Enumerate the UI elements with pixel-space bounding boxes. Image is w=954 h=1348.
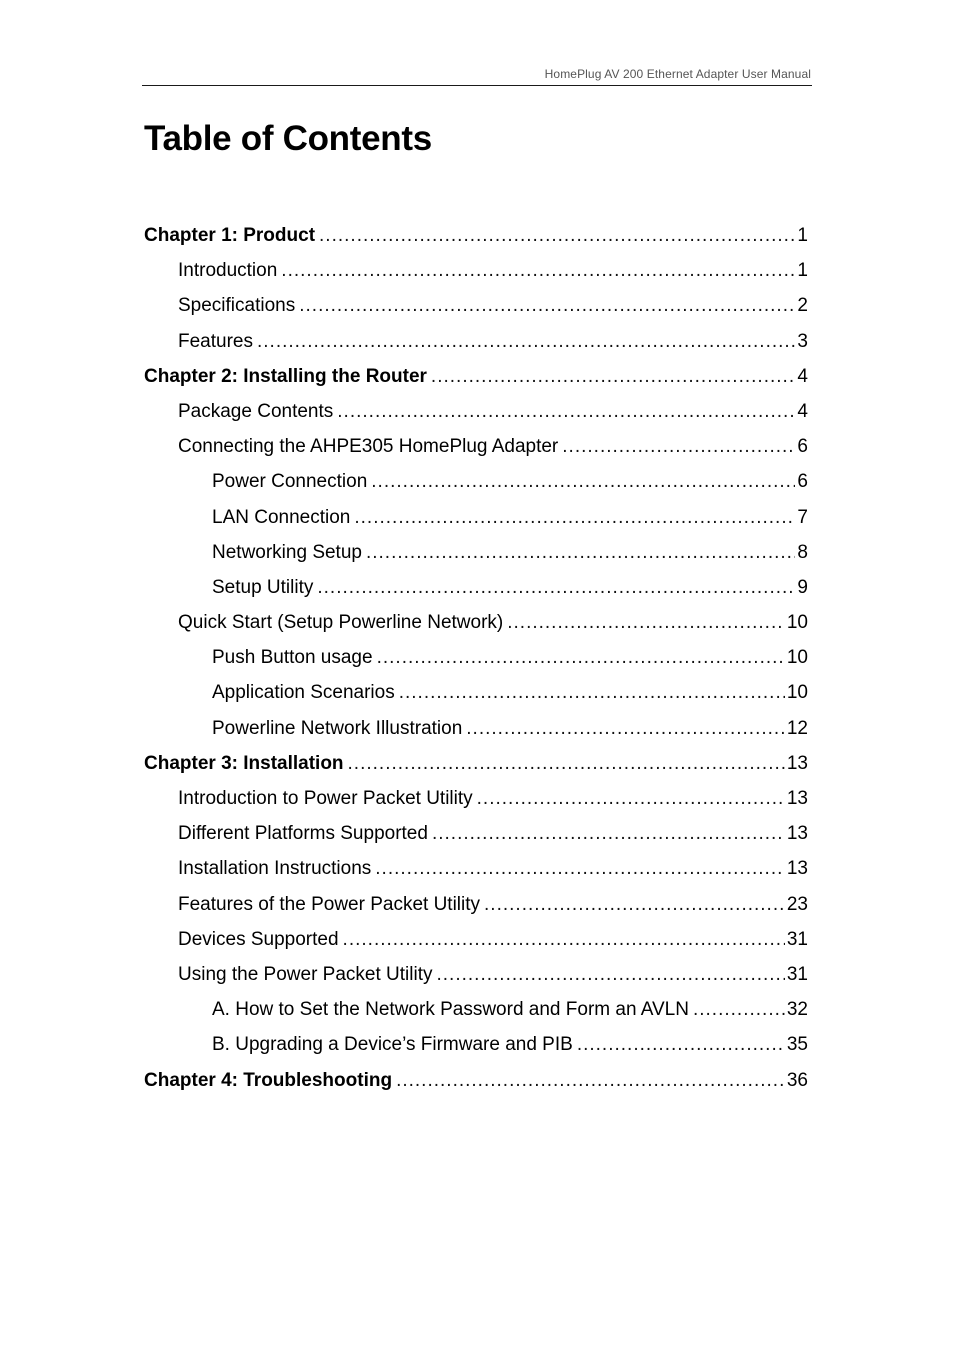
toc-dot-leader <box>693 992 785 1027</box>
toc-dot-leader <box>437 957 785 992</box>
toc-page-number: 4 <box>797 365 808 387</box>
toc-page-number: 13 <box>786 858 808 880</box>
toc-entry-title: LAN Connection <box>212 506 351 528</box>
toc-entry-features[interactable] <box>144 324 814 359</box>
toc-dot-leader <box>477 781 785 816</box>
toc-entry-chapter-3[interactable] <box>144 746 814 781</box>
toc-dot-leader <box>432 816 785 851</box>
toc-page-number: 1 <box>797 260 808 282</box>
toc-entry-intro-power-packet-utility[interactable] <box>144 781 814 816</box>
toc-page-number: 31 <box>786 963 808 985</box>
toc-dot-leader <box>577 1027 785 1062</box>
toc-entry-title: Features <box>178 330 253 352</box>
toc-page-number: 23 <box>786 893 808 915</box>
toc-entry-specifications[interactable] <box>144 288 814 323</box>
toc-entry-title: Using the Power Packet Utility <box>178 963 433 985</box>
toc-entry-package-contents[interactable] <box>144 394 814 429</box>
toc-page-number: 3 <box>797 330 808 352</box>
toc-entry-title: Quick Start (Setup Powerline Network) <box>178 612 504 634</box>
running-header: HomePlug AV 200 Ethernet Adapter User Manual <box>544 67 811 81</box>
toc-entry-title: Chapter 3: Installation <box>144 752 344 774</box>
toc-entry-application-scenarios[interactable] <box>144 675 814 710</box>
toc-page-number: 13 <box>786 823 808 845</box>
toc-entry-title: Introduction to Power Packet Utility <box>178 788 473 809</box>
toc-page-number: 10 <box>786 647 808 669</box>
toc-dot-leader <box>431 359 796 394</box>
toc-entry-quick-start[interactable] <box>144 605 814 640</box>
toc-entry-title: B. Upgrading a Device’s Firmware and PIB <box>212 1034 573 1056</box>
toc-entry-title: Package Contents <box>178 400 334 422</box>
toc-page-number: 10 <box>786 612 808 634</box>
toc-page-number: 6 <box>797 471 808 493</box>
toc-entry-title: Chapter 2: Installing the Router <box>144 365 427 387</box>
toc-entry-powerline-network-illustration[interactable] <box>144 711 814 746</box>
toc-dot-leader <box>375 851 785 886</box>
toc-entry-platforms-supported[interactable] <box>144 816 814 851</box>
toc-entry-title: Application Scenarios <box>212 682 395 704</box>
toc-page-number: 8 <box>797 541 808 563</box>
toc-dot-leader <box>466 711 785 746</box>
toc-dot-leader <box>371 464 795 499</box>
toc-entry-chapter-4[interactable] <box>144 1063 814 1098</box>
toc-entry-title: Chapter 4: Troubleshooting <box>144 1069 393 1091</box>
toc-page-number: 32 <box>786 999 808 1021</box>
toc-page-number: 35 <box>786 1034 808 1056</box>
header-divider <box>142 85 812 86</box>
toc-page-number: 36 <box>786 1069 808 1091</box>
toc-dot-leader <box>343 922 785 957</box>
toc-dot-leader <box>257 324 795 359</box>
toc-page-number: 13 <box>786 788 808 809</box>
toc-entry-title: Installation Instructions <box>178 858 372 880</box>
toc-entry-setup-utility[interactable] <box>144 570 814 605</box>
toc-entry-connecting-adapter[interactable] <box>144 429 814 464</box>
toc-dot-leader <box>562 429 795 464</box>
toc-entry-set-network-password[interactable] <box>144 992 814 1027</box>
toc-entry-chapter-1[interactable] <box>144 218 814 253</box>
toc-entry-title: Power Connection <box>212 471 368 493</box>
toc-page-number: 31 <box>786 928 808 950</box>
toc-entry-title: Features of the Power Packet Utility <box>178 893 481 915</box>
toc-dot-leader <box>354 500 795 535</box>
toc-entry-title: Powerline Network Illustration <box>212 717 463 739</box>
toc-page-number: 10 <box>786 682 808 704</box>
toc-page-number: 13 <box>786 752 808 774</box>
toc-entry-lan-connection[interactable] <box>144 500 814 535</box>
toc-entry-chapter-2[interactable] <box>144 359 814 394</box>
toc-entry-using-power-packet-utility[interactable] <box>144 957 814 992</box>
toc-dot-leader <box>377 640 785 675</box>
toc-dot-leader <box>366 535 795 570</box>
toc-entry-title: Devices Supported <box>178 928 339 950</box>
toc-page-number: 9 <box>797 576 808 598</box>
toc-dot-leader <box>281 253 795 288</box>
toc-entry-title: Networking Setup <box>212 541 362 563</box>
toc-page-number: 2 <box>797 295 808 317</box>
toc-page-number: 7 <box>797 506 808 528</box>
toc-entry-title: Push Button usage <box>212 647 373 669</box>
toc-entry-introduction[interactable] <box>144 253 814 288</box>
toc-entry-features-power-packet-utility[interactable] <box>144 887 814 922</box>
toc-page-number: 1 <box>797 225 808 246</box>
toc-dot-leader <box>399 675 785 710</box>
toc-entry-upgrading-firmware[interactable] <box>144 1027 814 1062</box>
toc-dot-leader <box>337 394 795 429</box>
toc-entry-title: A. How to Set the Network Password and Form an AVLN <box>212 999 689 1021</box>
toc-dot-leader <box>507 605 785 640</box>
toc-dot-leader <box>299 288 795 323</box>
page-title: Table of Contents <box>144 119 432 158</box>
toc-dot-leader <box>348 746 785 781</box>
toc-entry-networking-setup[interactable] <box>144 535 814 570</box>
toc-page-number: 4 <box>797 400 808 422</box>
table-of-contents <box>144 218 814 1098</box>
toc-entry-title: Specifications <box>178 295 296 317</box>
toc-entry-power-connection[interactable] <box>144 464 814 499</box>
toc-entry-installation-instructions[interactable] <box>144 851 814 886</box>
toc-dot-leader <box>319 218 795 253</box>
toc-entry-title: Connecting the AHPE305 HomePlug Adapter <box>178 436 559 458</box>
toc-page-number: 6 <box>797 436 808 458</box>
toc-page-number: 12 <box>786 717 808 739</box>
toc-entry-devices-supported[interactable] <box>144 922 814 957</box>
toc-dot-leader <box>317 570 795 605</box>
toc-entry-title: Setup Utility <box>212 576 314 598</box>
toc-dot-leader <box>484 887 785 922</box>
toc-entry-push-button-usage[interactable] <box>144 640 814 675</box>
toc-entry-title: Chapter 1: Product <box>144 225 316 246</box>
toc-dot-leader <box>396 1063 785 1098</box>
toc-entry-title: Different Platforms Supported <box>178 823 428 845</box>
toc-entry-title: Introduction <box>178 260 278 282</box>
